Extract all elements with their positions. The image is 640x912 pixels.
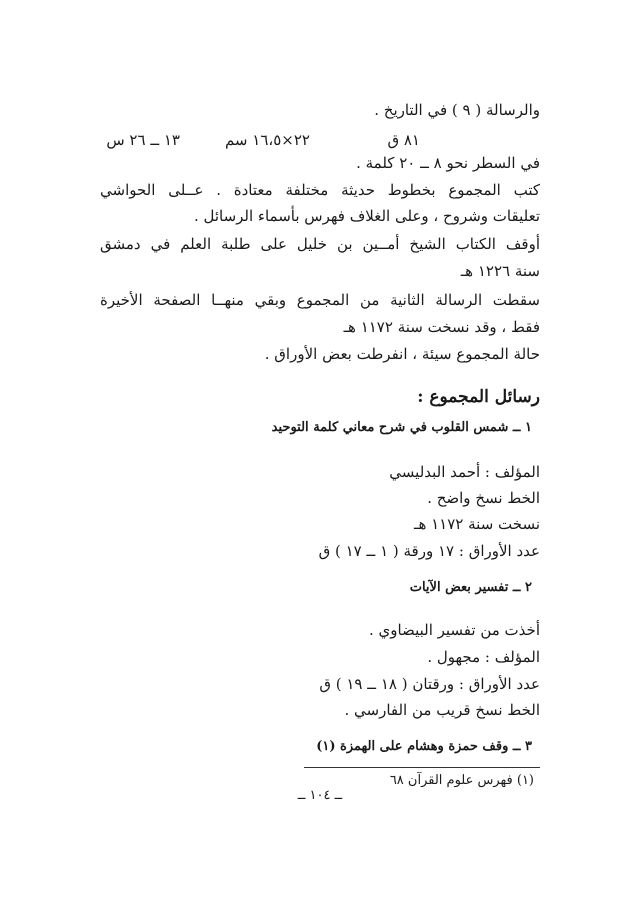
leaves-count: ٨١ ق xyxy=(387,131,420,149)
description-line: كتب المجموع بخطوط حديثة مختلفة معتادة . عــلى الحواشي xyxy=(100,181,540,199)
lines-per-page: ١٣ ــ ٢٦ س xyxy=(106,131,180,149)
description-line: في السطر نحو ٨ ــ ٢٠ كلمة . xyxy=(356,154,540,172)
item-detail: عدد الأوراق : ١٧ ورقة ( ١ ــ ١٧ ) ق xyxy=(318,542,540,560)
header-line: والرسالة ( ٩ ) في التاريخ . xyxy=(374,101,540,119)
item-title: ١ ــ شمس القلوب في شرح معاني كلمة التوحيد xyxy=(271,420,532,435)
page-number: ــ ١٠٤ ــ xyxy=(297,788,343,803)
item-title: ٢ ــ تفسير بعض الآيات xyxy=(409,580,532,595)
dimensions: ٢٢×١٦،٥ سم xyxy=(224,131,310,149)
description-line: سقطت الرسالة الثانية من المجموع وبقي منهــا الصفحة الأخيرة xyxy=(100,291,540,309)
description-line: أوقف الكتاب الشيخ أمــين بن خليل على طلبة العلم في دمشق xyxy=(100,235,540,253)
description-line: حالة المجموع سيئة ، انفرطت بعض الأوراق . xyxy=(264,345,540,363)
item-detail: المؤلف : أحمد البدليسي xyxy=(389,463,540,481)
contents-heading: رسائل المجموع : xyxy=(417,387,540,407)
item-detail: المؤلف : مجهول . xyxy=(427,648,540,666)
item-detail: أخذت من تفسير البيضاوي . xyxy=(368,621,540,639)
description-line: فقط ، وقد نسخت سنة ١١٧٢ هـ xyxy=(343,318,540,336)
item-detail: الخط نسخ قريب من الفارسي . xyxy=(344,701,540,719)
description-line: سنة ١٢٢٦ هـ xyxy=(460,262,540,280)
item-title: ٣ ــ وقف حمزة وهشام على الهمزة (١) xyxy=(316,739,532,754)
item-detail: نسخت سنة ١١٧٢ هـ xyxy=(414,515,540,533)
description-line: تعليقات وشروح ، وعلى الغلاف فهرس بأسماء الرسائل . xyxy=(193,207,540,225)
footnote-divider xyxy=(304,767,540,768)
item-detail: الخط نسخ واضح . xyxy=(427,489,540,507)
item-detail: عدد الأوراق : ورقتان ( ١٨ ــ ١٩ ) ق xyxy=(319,675,540,693)
footnote: (١) فهرس علوم القرآن ٦٨ xyxy=(389,773,534,788)
